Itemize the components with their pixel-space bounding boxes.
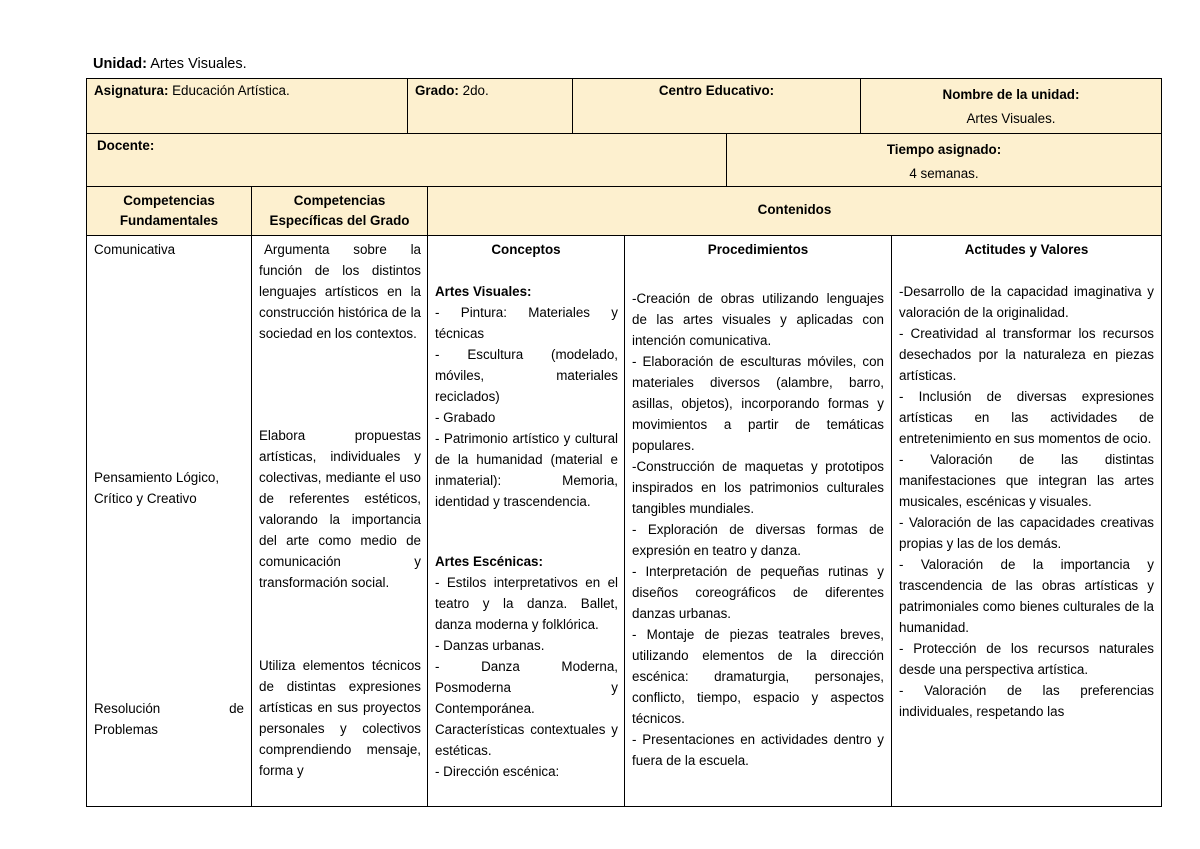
concepto-item: - Pintura: Materiales y técnicas (435, 305, 618, 341)
tiempo-asignado-cell (726, 133, 1162, 187)
procedimientos-list (632, 288, 884, 771)
concepto-item: - Dirección escénica: (435, 764, 560, 779)
asignatura-value: Educación Artística. (168, 83, 290, 98)
actitud-item: - Protección de los recursos naturales desde una perspectiva artística. (899, 641, 1154, 677)
conceptos-header: Conceptos (491, 242, 561, 257)
grado-label: Grado: (415, 83, 459, 98)
centro-educativo-cell (572, 78, 861, 134)
artes-escenicas-title: Artes Escénicas: (435, 554, 543, 569)
especifica-1: Argumenta sobre la función de los distintos lenguajes artísticos en la construcción histórica de la sociedad en los contextos. (259, 242, 421, 341)
header-contenidos-text: Contenidos (757, 202, 832, 217)
concepto-item: - Escultura (modelado, móviles, materiales reciclados) (435, 347, 618, 404)
unit-title (93, 56, 247, 72)
actitud-item: - Valoración de las distintas manifestaciones que integran las artes musicales, escénicas y visuales. (899, 452, 1154, 509)
unit-value: Artes Visuales. (146, 56, 247, 72)
concepto-item: - Estilos interpretativos en el teatro y la danza. Ballet, danza moderna y folklórica. (435, 575, 618, 632)
procedimiento-item: - Exploración de diversas formas de expresión en teatro y danza. (632, 522, 884, 558)
actitudes-list (899, 281, 1154, 722)
artes-visuales-list (435, 302, 618, 512)
unit-label: Unidad: (93, 56, 147, 72)
artes-escenicas-list (435, 572, 618, 782)
actitud-item: - Inclusión de diversas expresiones artísticas en las actividades de entretenimiento en sus momentos de ocio. (899, 389, 1154, 446)
header-contenidos (427, 186, 1162, 236)
actitud-item: - Valoración de las capacidades creativas propias y las de los demás. (899, 515, 1154, 551)
col-procedimientos (624, 235, 892, 807)
nombre-unidad-value: Artes Visuales. (966, 111, 1056, 126)
col-especificas (251, 235, 428, 807)
col-actitudes (891, 235, 1162, 807)
asignatura-label: Asignatura: (94, 83, 169, 98)
fundamental-pensamiento: Pensamiento Lógico, Crítico y Creativo (94, 470, 220, 506)
asignatura-cell (86, 78, 408, 134)
especifica-3: Utiliza elementos técnicos de distintas expresiones artísticas en sus proyectos personales y colectivos comprendiendo mensaje, forma y (259, 658, 421, 778)
tiempo-asignado-value: 4 semanas. (909, 166, 979, 181)
procedimiento-item: -Construcción de maquetas y prototipos inspirados en los patrimonios culturales tangibles mundiales. (632, 459, 884, 516)
especifica-2: Elabora propuestas artísticas, individuales y colectivas, mediante el uso de referentes estéticos, valorando la importancia del arte como medio de comunicación y transformación social. (259, 428, 421, 590)
grado-value: 2do. (458, 83, 489, 98)
procedimiento-item: - Montaje de piezas teatrales breves, utilizando elementos de la dirección escénica: dramaturgia, personajes, conflicto, tiempo, espacio y aspectos técnicos. (632, 627, 884, 726)
actitud-item: -Desarrollo de la capacidad imaginativa y valoración de la originalidad. (899, 284, 1154, 320)
concepto-item: - Danzas urbanas. (435, 638, 545, 653)
docente-cell (86, 133, 727, 187)
artes-visuales-title: Artes Visuales: (435, 284, 532, 299)
col-conceptos (427, 235, 625, 807)
fundamental-comunicativa: Comunicativa (94, 242, 176, 257)
fundamental-resolucion: Resolución de Problemas (94, 701, 244, 737)
actitud-item: - Creatividad al transformar los recursos desechados por la naturaleza en piezas artísticas. (899, 326, 1154, 383)
actitud-item: - Valoración de las preferencias individuales, respetando las (899, 683, 1154, 719)
nombre-unidad-label: Nombre de la unidad: (942, 87, 1080, 102)
actitudes-header: Actitudes y Valores (964, 242, 1089, 257)
header-competencias-especificas-text: Competencias Específicas del Grado (269, 193, 410, 228)
header-competencias-fundamentales-text: Competencias Fundamentales (119, 193, 219, 228)
col-fundamentales (86, 235, 252, 807)
centro-educativo-label: Centro Educativo: (658, 83, 775, 98)
concepto-item: - Patrimonio artístico y cultural de la humanidad (material e inmaterial): Memoria, identidad y trascendencia. (435, 431, 618, 509)
concepto-item: - Grabado (435, 410, 496, 425)
procedimiento-item: - Elaboración de esculturas móviles, con materiales diversos (alambre, barro, asillas, objetos), incorporando formas y movimientos a partir de temáticas populares. (632, 354, 884, 453)
procedimiento-item: - Presentaciones en actividades dentro y fuera de la escuela. (632, 732, 884, 768)
concepto-item: - Danza Moderna, Posmoderna y Contemporánea. Características contextuales y estéticas. (435, 659, 618, 758)
tiempo-asignado-label: Tiempo asignado: (886, 142, 1002, 157)
header-competencias-especificas (251, 186, 428, 236)
docente-label: Docente: (97, 138, 155, 153)
header-competencias-fundamentales (86, 186, 252, 236)
nombre-unidad-cell (860, 78, 1162, 134)
grado-cell (407, 78, 573, 134)
actitud-item: - Valoración de la importancia y trascendencia de las obras artísticas y patrimoniales como bienes culturales de la humanidad. (899, 557, 1154, 635)
procedimiento-item: -Creación de obras utilizando lenguajes de las artes visuales y aplicadas con intención comunicativa. (632, 291, 884, 348)
procedimientos-header: Procedimientos (707, 242, 809, 257)
procedimiento-item: - Interpretación de pequeñas rutinas y diseños coreográficos de diferentes danzas urbanas. (632, 564, 884, 621)
